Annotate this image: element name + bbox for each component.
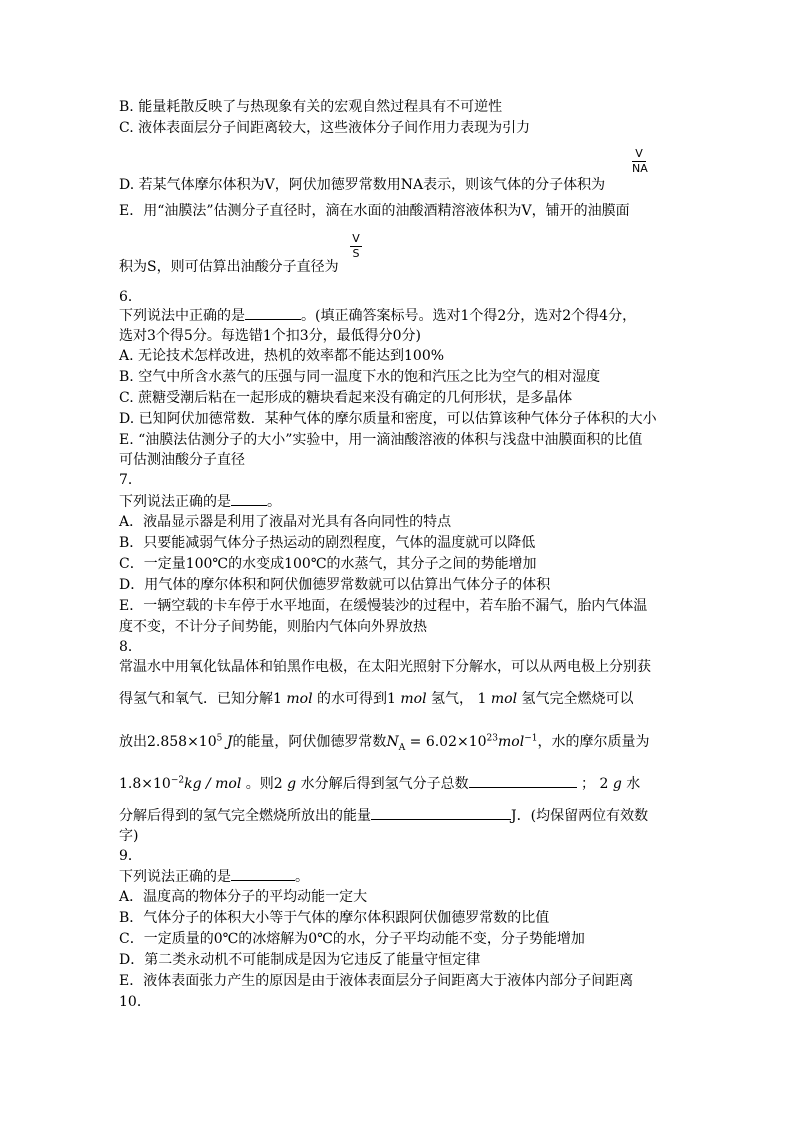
q9-option-c: C．一定质量的0℃的冰熔解为0℃的水，分子平均动能不变，分子势能增加 xyxy=(119,931,585,947)
q6-number: 6． xyxy=(119,289,142,305)
exponent: −2 xyxy=(170,775,185,786)
q6-stem-line-2: 选对3个得5分。每选错1个扣3分，最低得分0分) xyxy=(119,328,421,344)
q6-option-e-line-1: E. “油膜法估测分子的大小”实验中，用一滴油酸溶液的体积与浅盘中油膜面积的比值 xyxy=(119,432,643,448)
q8-line-1: 常温水中用氧化钛晶体和铂黑作电极，在太阳光照射下分解水，可以从两电极上分别获 xyxy=(119,659,651,675)
unit-mol: mol xyxy=(286,691,313,707)
unit-gram: g xyxy=(612,776,622,792)
q8-text: 的水可得到1 xyxy=(317,691,396,707)
unit-mol: mol xyxy=(490,691,518,707)
q8-number: 8． xyxy=(119,639,142,655)
q7-stem-start: 下列说法正确的是 xyxy=(119,494,231,510)
q7-option-b: B．只要能减弱气体分子热运动的剧烈程度，气体的温度就可以降低 xyxy=(119,535,536,551)
q8-text: 放出2.858×10 xyxy=(119,734,217,750)
prev-option-e-fraction xyxy=(350,233,362,260)
q8-text: 的能量，阿伏伽德罗常数 xyxy=(232,734,387,750)
q8-text: 水 xyxy=(626,776,641,792)
q8-text: ，水的摩尔质量为 xyxy=(537,734,650,750)
prev-option-d: D. 若某气体摩尔体积为V，阿伏加德罗常数用NA表示，则该气体的分子体积为 xyxy=(119,177,606,193)
prev-option-d-fraction xyxy=(632,148,646,175)
unit-mol: mol xyxy=(498,734,525,750)
exponent: −1 xyxy=(524,733,538,744)
unit-joule: J xyxy=(226,734,233,750)
q8-line-2 xyxy=(119,689,634,709)
q9-number: 9． xyxy=(119,848,142,864)
fraction-denominator: S xyxy=(352,247,360,260)
q9-option-a: A．温度高的物体分子的平均动能一定大 xyxy=(119,889,368,905)
q6-option-e-line-2: 可估测油酸分子直径 xyxy=(119,452,245,468)
fraction-numerator: V xyxy=(352,232,360,245)
q8-answer-blank-1 xyxy=(469,773,577,788)
q7-answer-blank xyxy=(231,491,267,506)
q6-option-c: C. 蔗糖受潮后粘在一起形成的糖块看起来没有确定的几何形状，是多晶体 xyxy=(119,390,573,406)
q7-option-a: A．液晶显示器是利用了液晶对光具有各向同性的特点 xyxy=(119,514,452,530)
q6-option-a: A. 无论技术怎样改进，热机的效率都不能达到100% xyxy=(119,348,445,364)
q7-option-d: D．用气体的摩尔体积和阿伏伽德罗常数就可以估算出气体分子的体积 xyxy=(119,577,551,593)
avogadro-symbol: N xyxy=(386,734,399,750)
q9-option-e: E．液体表面张力产生的原因是由于液体表面层分子间距离大于液体内部分子间距离 xyxy=(119,973,634,989)
q7-stem xyxy=(119,491,281,512)
prev-option-e-line-1: E．用“油膜法”估测分子直径时，滴在水面的油酸酒精溶液体积为V，铺开的油膜面 xyxy=(119,203,630,219)
exponent: 23 xyxy=(486,733,498,744)
prev-option-b: B. 能量耗散反映了与热现象有关的宏观自然过程具有不可逆性 xyxy=(119,99,503,115)
q6-option-d: D. 已知阿伏加德常数．某种气体的摩尔质量和密度，可以估算该种气体分子体积的大小 xyxy=(119,411,657,427)
q7-option-e-line-1: E．一辆空载的卡车停于水平地面，在缓慢装沙的过程中，若车胎不漏气，胎内气体温 xyxy=(119,598,648,614)
unit-mol: mol xyxy=(400,691,427,707)
q6-option-b: B. 空气中所含水蒸气的压强与同一温度下水的饱和汽压之比为空气的相对湿度 xyxy=(119,369,601,385)
q8-line-4 xyxy=(119,773,640,794)
q8-text: 氢气， xyxy=(431,691,474,707)
q8-line-6: 字) xyxy=(119,828,139,844)
q7-option-e-line-2: 度不变，不计分子间势能，则胎内气体向外界放热 xyxy=(119,619,427,635)
q8-text: 得氢气和氧气．已知分解1 xyxy=(119,691,282,707)
q8-answer-blank-2 xyxy=(371,805,511,820)
q9-option-d: D．第二类永动机不可能制成是因为它违反了能量守恒定律 xyxy=(119,952,481,968)
q8-line-5 xyxy=(119,805,648,826)
unit-kg-per-mol: kg / mol xyxy=(184,776,242,792)
q8-line-3 xyxy=(119,732,649,752)
q8-text: 1.8×10 xyxy=(119,776,171,792)
q8-text: 水分解后得到氢气分子总数 xyxy=(300,776,469,792)
q8-text: = 6.02×10 xyxy=(405,734,487,750)
q8-text: 分解后得到的氢气完全燃烧所放出的能量 xyxy=(119,808,371,824)
q9-stem-start: 下列说法正确的是 xyxy=(119,869,231,885)
q10-number: 10． xyxy=(119,994,151,1010)
q9-stem xyxy=(119,866,309,887)
q9-option-b: B．气体分子的体积大小等于气体的摩尔体积跟阿伏伽德罗常数的比值 xyxy=(119,910,550,926)
q6-stem-rest: 。(填正确答案标号。选对1个得2分，选对2个得4分， xyxy=(301,308,637,324)
exponent: 5 xyxy=(216,733,223,744)
q8-text: 2 xyxy=(599,776,609,792)
unit-gram: g xyxy=(287,776,297,792)
q6-stem-line-1 xyxy=(119,305,636,326)
fraction-denominator: NA xyxy=(632,162,648,175)
q8-text: J．(均保留两位有效数 xyxy=(511,808,649,824)
q7-option-c: C．一定量100℃的水变成100℃的水蒸气，其分子之间的势能增加 xyxy=(119,556,537,572)
subscript: A xyxy=(398,742,406,753)
q7-stem-end: 。 xyxy=(267,494,281,510)
q6-stem-start: 下列说法中正确的是 xyxy=(119,308,245,324)
prev-option-e-line-2: 积为S，则可估算出油酸分子直径为 xyxy=(119,259,339,275)
q7-number: 7． xyxy=(119,472,142,488)
q9-stem-end: 。 xyxy=(295,869,309,885)
q6-answer-blank xyxy=(245,305,301,320)
q8-text: ； xyxy=(581,776,596,792)
prev-option-c: C. 液体表面层分子间距离较大，这些液体分子间作用力表现为引力 xyxy=(119,120,531,136)
fraction-numerator: V xyxy=(635,147,643,160)
q8-text: 。则2 xyxy=(245,776,283,792)
q9-answer-blank xyxy=(231,866,295,881)
q8-text: 1 xyxy=(477,691,487,707)
q8-text: 氢气完全燃烧可以 xyxy=(521,691,634,707)
